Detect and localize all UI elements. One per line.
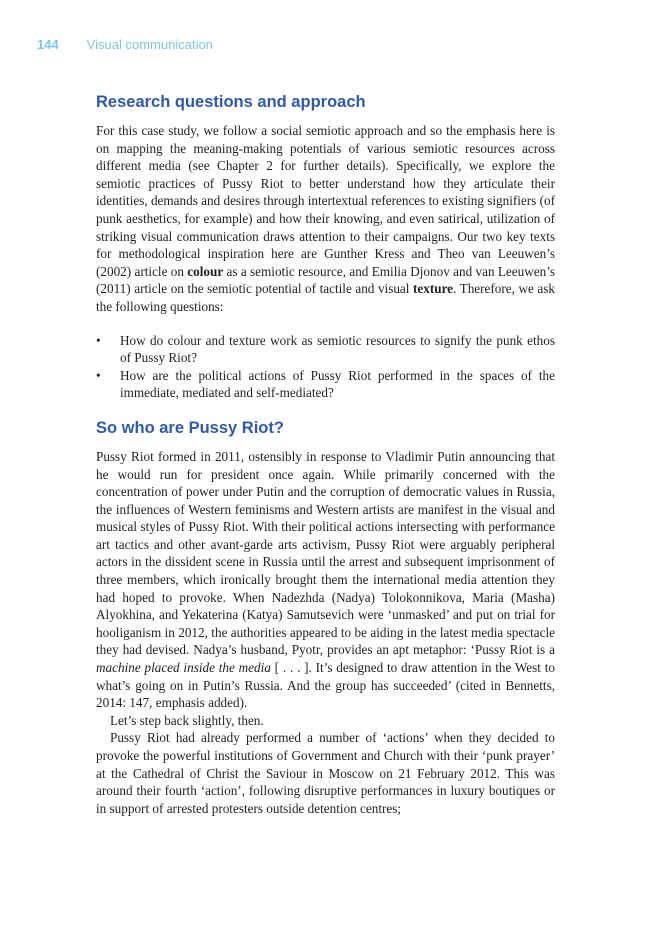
text-span: as a semiotic resource, and Emilia Djonov and van Leeuwen’s (2011) article on the semiotic potential of tactile and visual [96,263,555,297]
paragraph-history [96,448,555,712]
section-heading-research: Research questions and approach [96,93,366,111]
section-heading-who: So who are Pussy Riot? [96,418,284,437]
page-number: 144 [37,37,59,52]
paragraph-approach [96,122,555,316]
running-head [37,37,213,52]
page-content [96,90,555,817]
question-list [96,332,555,402]
question-item: • How are the political actions of Pussy Riot performed in the spaces of the immediate, mediated and self-mediated? [96,367,555,402]
question-item: • How do colour and texture work as semiotic resources to signify the punk ethos of Pussy Riot? [96,332,555,367]
bold-term-texture: texture [413,281,454,297]
text-span: . Therefore, we ask the following questions: [96,281,555,314]
running-title: Visual communication [86,37,213,52]
italic-phrase: machine placed inside the media [96,660,271,676]
text-span: Pussy Riot formed in 2011, ostensibly in response to Vladimir Putin announcing that he would run for president once again. While primarily concerned with the concentration of power under Putin and the corruption of democratic values in Russia, the influences of Western feminisms and Western artists are manifest in the visual and musical styles of Pussy Riot. With their political actions intersecting with performance art tactics and other avant-garde arts activism, Pussy Riot were arguably peripheral actors in the dissident scene in Russia until the arrest and subsequent imprisonment of three members, which ironically brought them the international media attention they had hoped to provoke. When Nadezhda (Nadya) Tolokonnikova, Maria (Masha) Alyokhina, and Yekaterina (Katya) Samutsevich were ‘unmasked’ and put on trial for hooliganism in 2012, the authorities appeared to be aiding in the latest media spectacle they had devised. Nadya’s husband, Pyotr, provides an apt metaphor: ‘Pussy Riot is a [96,448,555,658]
bold-term-colour: colour [187,263,224,279]
paragraph-step-back: Let’s step back slightly, then. [110,712,264,728]
text-span: For this case study, we follow a social semiotic approach and so the emphasis here is on mapping the meaning-making potentials of various semiotic resources across different media (see Chapter 2 for further details). Specifically, we explore the semiotic practices of Pussy Riot to better understand how they articulate their identities, demands and desires through intertextual references to existing signifiers (of punk aesthetics, for example) and how their knowing, and even satirical, utilization of striking visual communication draws attention to their campaigns. Our two key texts for methodological inspiration here are Gunther Kress and Theo van Leeuwen’s (2002) article on [96,123,555,279]
text-span: [ . . . ]. It’s designed to draw attention in the West to what’s going on in Putin’s Russia. And the group has succeeded’ (cited in Bennetts, 2014: 147, emphasis added). [96,660,555,711]
paragraph-actions: Pussy Riot had already performed a number of ‘actions’ when they decided to provoke the powerful institutions of Government and Church with their ‘punk prayer’ at the Cathedral of Christ the Saviour in Moscow on 21 February 2012. This was around their fourth ‘action’, following disruptive performances in luxury boutiques or in support of arrested protesters outside detention centres; [96,730,555,816]
